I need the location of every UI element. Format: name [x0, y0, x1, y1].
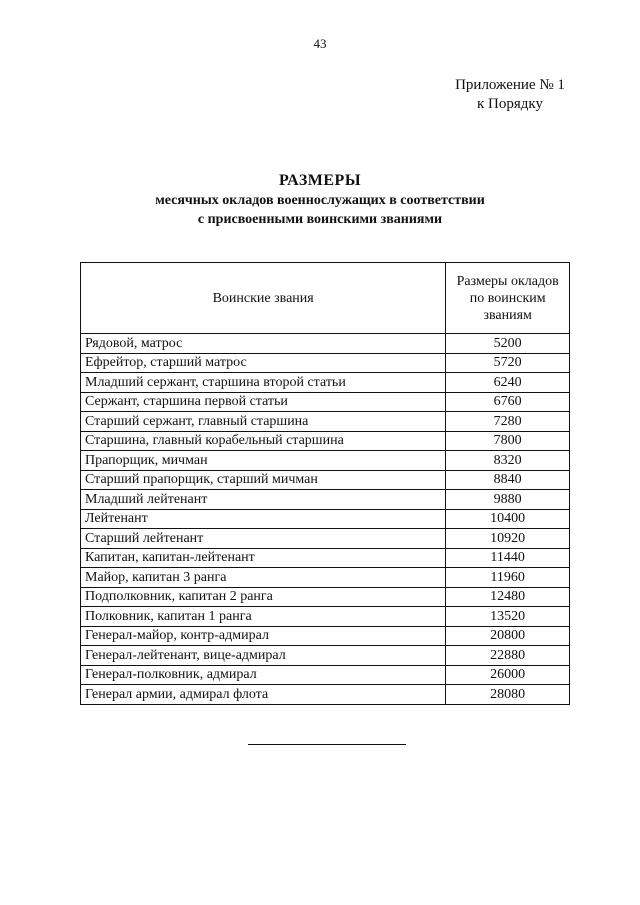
rank-cell: Генерал-лейтенант, вице-адмирал — [81, 646, 446, 666]
table-row — [81, 490, 570, 510]
rank-cell: Старший прапорщик, старший мичман — [81, 470, 446, 490]
title-subtitle-line-1: месячных окладов военнослужащих в соответствии — [155, 193, 485, 208]
title-subtitle-line-2: с присвоенными воинскими званиями — [197, 212, 443, 227]
rank-cell: Генерал армии, адмирал флота — [81, 685, 446, 705]
table-row — [81, 392, 570, 412]
document-title — [60, 170, 580, 229]
rank-cell: Полковник, капитан 1 ранга — [81, 607, 446, 627]
table-row — [81, 587, 570, 607]
pay-cell: 9880 — [446, 490, 570, 510]
rank-cell: Прапорщик, мичман — [81, 451, 446, 471]
rank-cell: Старшина, главный корабельный старшина — [81, 431, 446, 451]
table-row — [81, 509, 570, 529]
pay-cell: 26000 — [446, 665, 570, 685]
pay-cell: 6240 — [446, 373, 570, 393]
rank-cell: Сержант, старшина первой статьи — [81, 392, 446, 412]
pay-cell: 5200 — [446, 334, 570, 354]
page-number: 43 — [313, 36, 327, 51]
pay-cell: 10400 — [446, 509, 570, 529]
appendix-line-1: Приложение № 1 — [455, 77, 565, 93]
pay-cell: 5720 — [446, 353, 570, 373]
table-row — [81, 353, 570, 373]
pay-cell: 28080 — [446, 685, 570, 705]
pay-cell: 11440 — [446, 548, 570, 568]
rank-cell: Старший лейтенант — [81, 529, 446, 549]
appendix-line-2: к Порядку — [477, 96, 543, 112]
table-row — [81, 626, 570, 646]
rank-cell: Генерал-полковник, адмирал — [81, 665, 446, 685]
rank-cell: Капитан, капитан-лейтенант — [81, 548, 446, 568]
header-rank: Воинские звания — [81, 263, 446, 334]
table-row — [81, 548, 570, 568]
appendix-reference — [440, 76, 580, 114]
table-row — [81, 431, 570, 451]
pay-cell: 7280 — [446, 412, 570, 432]
pay-cell: 11960 — [446, 568, 570, 588]
pay-cell: 6760 — [446, 392, 570, 412]
pay-cell: 8320 — [446, 451, 570, 471]
table-row — [81, 665, 570, 685]
title-main: РАЗМЕРЫ — [278, 172, 362, 189]
table-row — [81, 607, 570, 627]
pay-cell: 7800 — [446, 431, 570, 451]
table-row — [81, 568, 570, 588]
table-row — [81, 373, 570, 393]
header-pay: Размеры окладов по воинским званиям — [446, 263, 570, 334]
rank-cell: Младший лейтенант — [81, 490, 446, 510]
pay-cell: 10920 — [446, 529, 570, 549]
rank-cell: Генерал-майор, контр-адмирал — [81, 626, 446, 646]
rank-cell: Подполковник, капитан 2 ранга — [81, 587, 446, 607]
table-body — [81, 334, 570, 705]
pay-cell: 13520 — [446, 607, 570, 627]
table-row — [81, 685, 570, 705]
table-row — [81, 529, 570, 549]
closing-line — [248, 744, 406, 745]
rank-cell: Рядовой, матрос — [81, 334, 446, 354]
table-row — [81, 451, 570, 471]
rank-cell: Лейтенант — [81, 509, 446, 529]
pay-cell: 8840 — [446, 470, 570, 490]
table-header-row — [81, 263, 570, 334]
table-row — [81, 646, 570, 666]
table-row — [81, 470, 570, 490]
salary-table — [80, 262, 570, 705]
rank-cell: Майор, капитан 3 ранга — [81, 568, 446, 588]
rank-cell: Ефрейтор, старший матрос — [81, 353, 446, 373]
pay-cell: 12480 — [446, 587, 570, 607]
pay-cell: 20800 — [446, 626, 570, 646]
pay-cell: 22880 — [446, 646, 570, 666]
table-row — [81, 412, 570, 432]
rank-cell: Младший сержант, старшина второй статьи — [81, 373, 446, 393]
rank-cell: Старший сержант, главный старшина — [81, 412, 446, 432]
table-row — [81, 334, 570, 354]
